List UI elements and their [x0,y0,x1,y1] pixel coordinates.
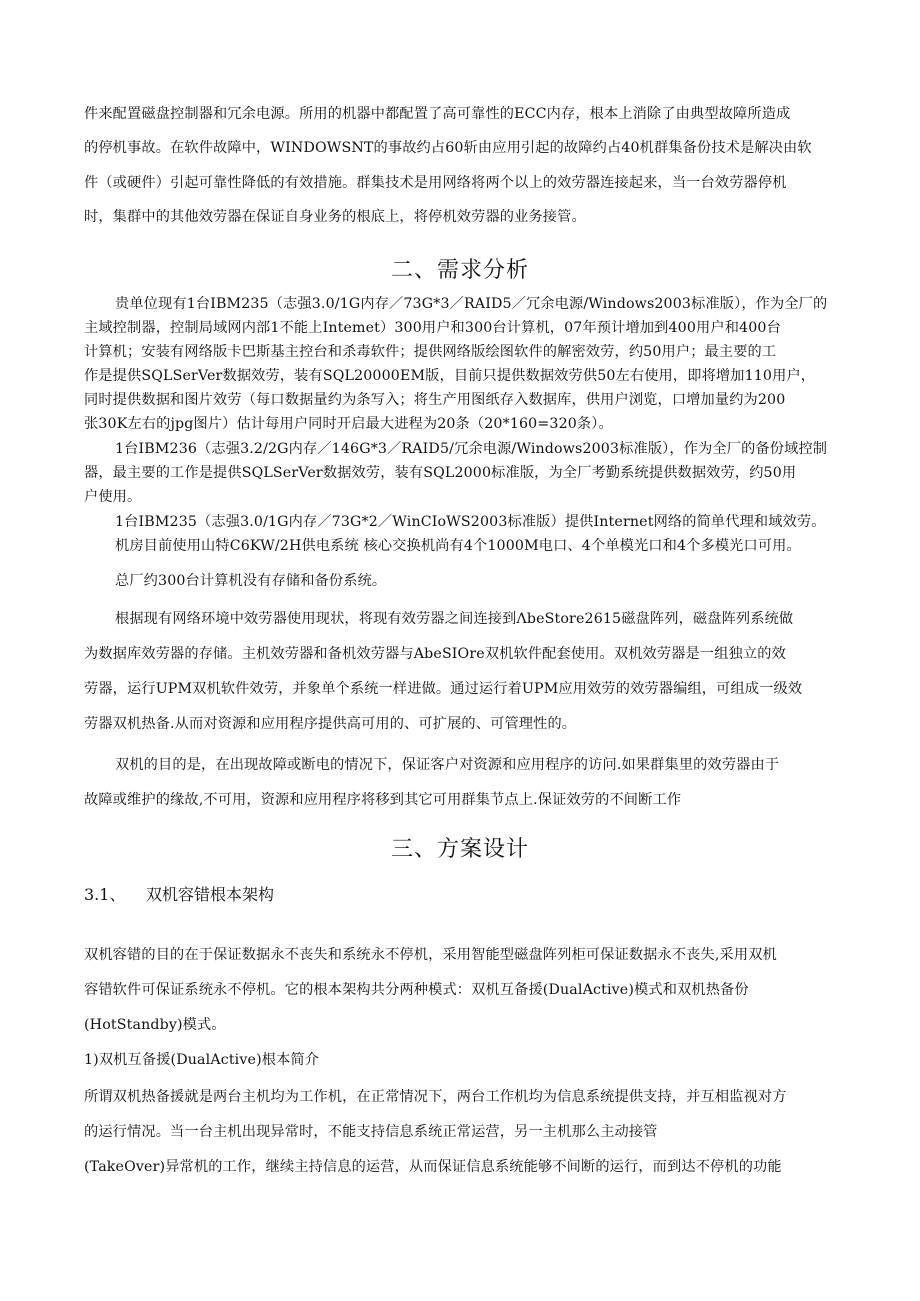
intro-line: 件来配置磁盘控制器和冗余电源。所用的机器中都配置了高可靠性的ECC内存，根本上消除了由典型故障所造成 [84,106,791,122]
para-line: 贵单位现有1台IBM235（志强3.0/1G内存／73G*3／RAID5／冗余电源/Windows2003标准版），作为全厂的 [115,296,828,312]
intro-line: 件（或硬件）引起可靠性降低的有效措施。群集技术是用网络将两个以上的效劳器连接起来，当一台效劳器停机 [84,175,787,191]
para-line: 容错软件可保证系统永不停机。它的根本架构共分两种模式：双机互备援(DualActive)模式和双机热备份 [84,982,749,998]
para-line: 劳器，运行UPM双机软件效劳，并象单个系统一样进做。通过运行着UPM应用效劳的效劳器编组，可组成一级效 [84,681,803,697]
para-line: 所谓双机热备援就是两台主机均为工作机，在正常情况下，两台工作机均为信息系统提供支持，并互相监视对方 [84,1089,787,1105]
para-line: 器，最主要的工作是提供SQLSerVer数据效劳，装有SQL2000标准版，为全厂考勤系统提供数据效劳，约50用 [84,465,797,481]
intro-line: 的停机事故。在软件故障中，WINDOWSNT的事故约占60斩由应用引起的故障约占40机群集备份技术是解决由软 [84,140,812,156]
subsection-heading [84,883,274,907]
para-line: 总厂约300台计算机没有存储和备份系统。 [115,573,387,589]
para-line: 机房目前使用山特C6KW/2H供电系统 核心交换机尚有4个1000M电口、4个单模光口和4个多模光口可用。 [115,538,801,554]
para-line: 的运行情况。当一台主机出现异常时，不能支持信息系统正常运营，另一主机那么主动接管 [84,1124,658,1140]
para-line: 作是提供SQLSerVer数据效劳，装有SQL20000EM版，目前只提供数据效劳供50左右使用，即将增加110用户， [84,368,816,384]
para-line: 故障或维护的缘故,不可用，资源和应用程序将移到其它可用群集节点上.保证效劳的不间断工作 [84,792,682,808]
para-line: 根据现有网络环境中效劳器使用现状，将现有效劳器之间连接到ΛbeStore2615磁盘阵列，磁盘阵列系统做 [115,611,794,627]
para-line: 户使用。 [84,489,142,505]
para-line: 1台IBM235（志强3.0/1G内存／73G*2／WinCIoWS2003标准版）提供Internet网络的简单代理和域效劳。 [115,514,826,530]
para-line: 计算机；安装有网络版卡巴斯基主控台和杀毒软件；提供网络版绘图软件的解密效劳，约50用户；最主要的工 [84,344,777,360]
para-line: 同时提供数据和图片效劳（每口数据量约为条写入；将生产用图纸存入数据库，供用户浏览，口增加量约为200 [84,392,786,408]
section-heading-requirements: 二、需求分析 [390,258,529,283]
subsection-number: 3.1、 [84,885,126,904]
para-line: 1台IBM236（志强3.2/2G内存／146G*3／RAID5/冗余电源/Windows2003标准版），作为全厂的备份域控制 [115,441,828,457]
para-line: 主域控制器，控制局域网内部1不能上Intemet）300用户和300台计算机，07年预计增加到400用户和400台 [84,320,781,336]
item-title: 1)双机互备援(DualActive)根本简介 [84,1052,320,1068]
para-line: 张30K左右的jpg图片）估计每用户同时开启最大进程为20条（20*160=320条）。 [84,416,613,432]
para-line: (TakeOver)异常机的工作，继续主持信息的运营，从而保证信息系统能够不间断的运行，而到达不停机的功能 [84,1159,782,1175]
section-heading-design: 三、方案设计 [390,837,529,862]
para-line: 为数据库效劳器的存储。主机效劳器和备机效劳器与AbeSIOre双机软件配套使用。双机效劳器是一组独立的效 [84,646,786,662]
para-line: 双机容错的目的在于保证数据永不丧失和系统永不停机，采用智能型磁盘阵列柜可保证数据永不丧失,采用双机 [84,947,777,963]
subsection-title: 双机容错根本架构 [146,885,275,904]
para-line: (HotStandby)模式。 [84,1017,226,1033]
intro-line: 时，集群中的其他效劳器在保证自身业务的根底上，将停机效劳器的业务接管。 [84,209,586,225]
para-line: 双机的目的是，在出现故障或断电的情况下，保证客户对资源和应用程序的访问.如果群集里的效劳器由于 [115,757,780,773]
para-line: 劳器双机热备.从而对资源和应用程序提供高可用的、可扩展的、可管理性的。 [84,716,577,732]
